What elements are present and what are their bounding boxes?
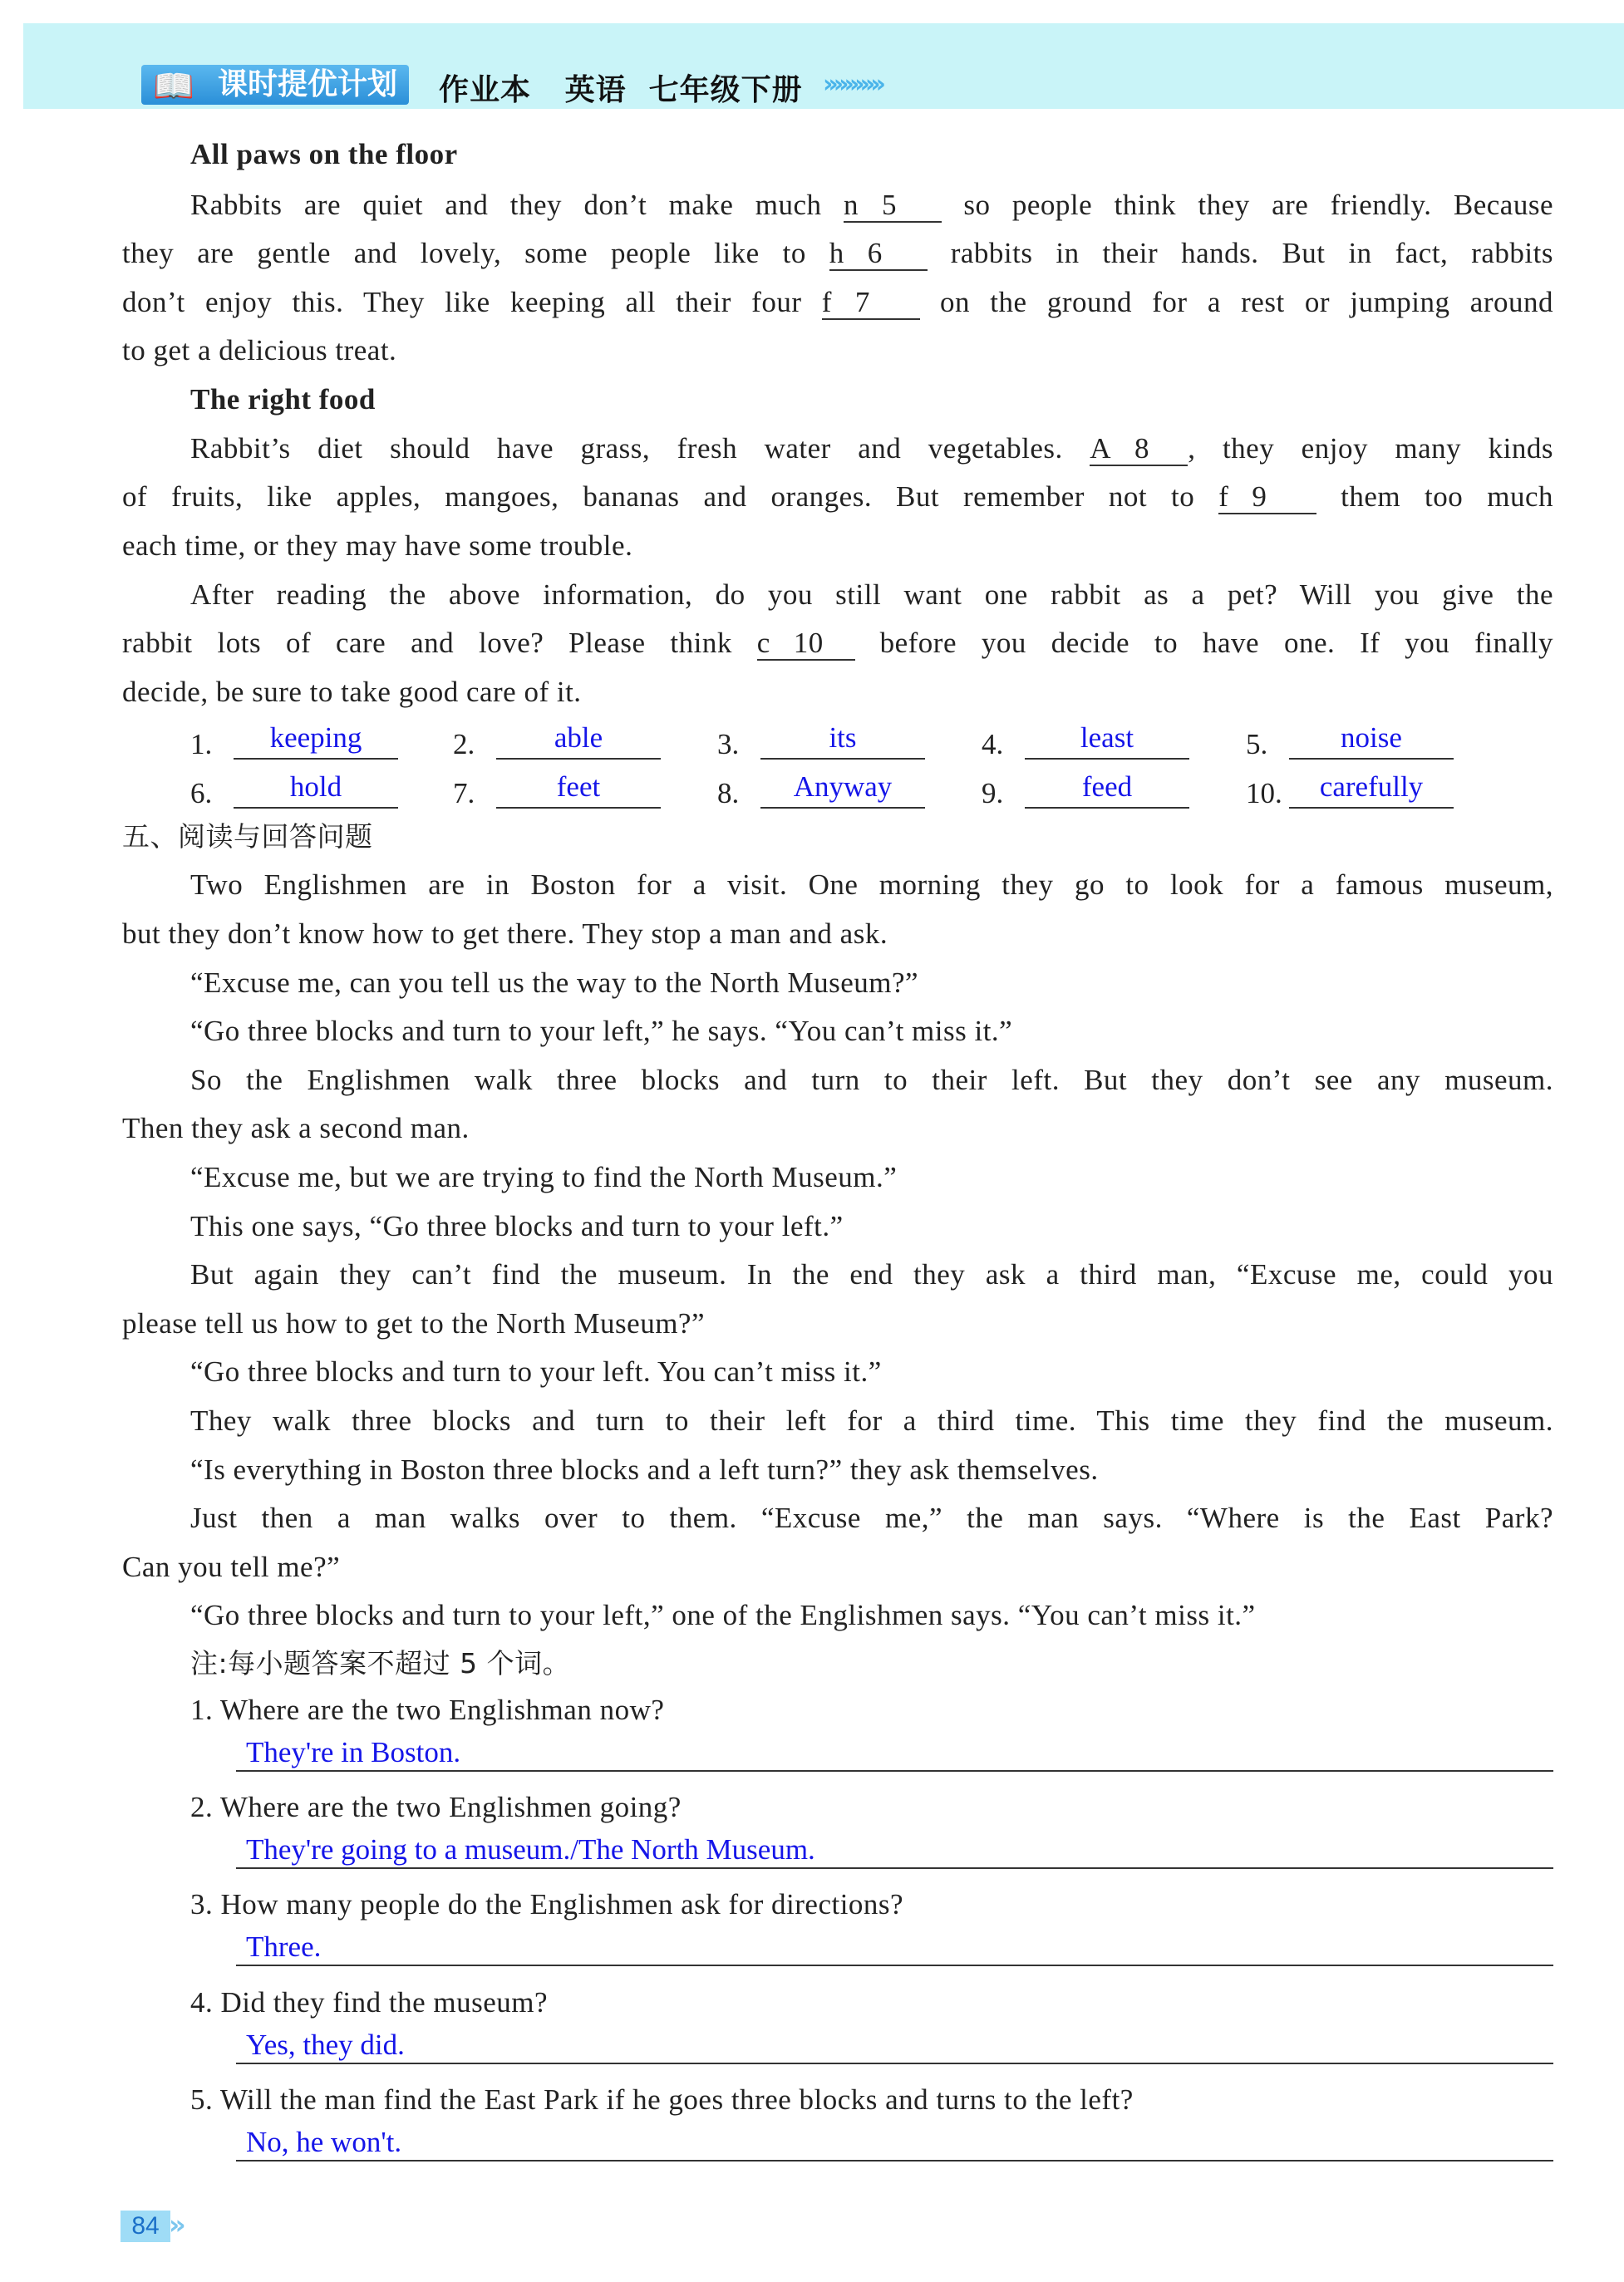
- text-segment: Rabbits are quiet and they don’t make much: [190, 188, 844, 221]
- text-segment: each time, or they may have some trouble.: [122, 529, 633, 562]
- page-number: 84: [121, 2211, 170, 2242]
- answer-field[interactable]: feed: [1025, 770, 1189, 809]
- story-line: They walk three blocks and turn to their left for a third time. This time they find the museum.: [190, 1404, 1553, 1438]
- blank-number: 5: [881, 188, 897, 221]
- answer-number: 7.: [453, 777, 475, 809]
- series-logo: [141, 65, 409, 105]
- answer-line[interactable]: They're going to a museum./The North Museum.: [236, 1831, 1553, 1869]
- text-segment: All paws on the floor: [190, 138, 458, 171]
- book-icon: 📖: [153, 67, 194, 106]
- text-segment: them too much: [1316, 480, 1553, 514]
- text-segment: Rabbit’s diet should have grass, fresh water and vegetables.: [190, 431, 1090, 465]
- answer-field[interactable]: its: [760, 721, 925, 760]
- story-line: But again they can’t find the museum. In the end they ask a third man, “Excuse me, could you: [190, 1258, 1553, 1291]
- question-item: [190, 1791, 1553, 1874]
- blank-field[interactable]: [1090, 433, 1188, 466]
- blank-field[interactable]: [844, 189, 942, 223]
- story-line: Can you tell me?”: [122, 1550, 341, 1583]
- blank-letter: A: [1090, 431, 1111, 465]
- answer-field[interactable]: able: [496, 721, 661, 760]
- question-item: [190, 1694, 1553, 1777]
- passage-line: [190, 430, 1553, 467]
- text-segment: decide, be sure to take good care of it.: [122, 675, 582, 708]
- logo-text: 课时提优计划: [218, 67, 398, 101]
- blank-number: 9: [1252, 480, 1267, 514]
- story-line: So the Englishmen walk three blocks and turn to their left. But they don’t see any museum.: [190, 1063, 1553, 1096]
- book-title: 作业本 英语 七年级下册: [439, 73, 803, 107]
- passage-line: [122, 235, 1553, 272]
- note: 注:每小题答案不超过 5 个词。: [190, 1647, 571, 1680]
- answer-field[interactable]: Anyway: [760, 770, 925, 809]
- story-line: but they don’t know how to get there. They stop a man and ask.: [122, 917, 888, 950]
- blank-field[interactable]: [1218, 481, 1316, 514]
- answer-number: 9.: [982, 777, 1004, 809]
- passage-line: [190, 577, 1553, 613]
- answer-number: 1.: [190, 728, 213, 760]
- blank-number: 6: [867, 237, 883, 270]
- story-line: “Is everything in Boston three blocks and a left turn?” they ask themselves.: [190, 1453, 1099, 1486]
- answer-number: 3.: [717, 728, 740, 760]
- question-text: 1. Where are the two Englishman now?: [190, 1693, 665, 1726]
- text-segment: don’t enjoy this. They like keeping all their four: [122, 285, 822, 318]
- blank-number: 8: [1134, 431, 1149, 465]
- answer-number: 6.: [190, 777, 213, 809]
- story-line: “Excuse me, but we are trying to find the North Museum.”: [190, 1161, 898, 1194]
- passage-line: [190, 187, 1553, 224]
- question-text: 4. Did they find the museum?: [190, 1985, 549, 2019]
- answer-field[interactable]: hold: [234, 770, 398, 809]
- chevron-icon: »: [169, 2209, 180, 2240]
- answer-number: 10.: [1246, 777, 1282, 809]
- blank-number: 7: [854, 285, 870, 318]
- text-segment: on the ground for a rest or jumping around: [919, 285, 1553, 318]
- answer-line[interactable]: They're in Boston.: [236, 1734, 1553, 1772]
- question-item: [190, 2083, 1553, 2166]
- story-line: “Go three blocks and turn to your left,” he says. “You can’t miss it.”: [190, 1015, 1013, 1048]
- text-segment: rabbits in their hands. But in fact, rabbits: [927, 237, 1553, 270]
- section-title: 五、阅读与回答问题: [122, 820, 373, 853]
- subheading: [190, 381, 376, 418]
- blank-field[interactable]: [829, 238, 928, 271]
- answer-field[interactable]: least: [1025, 721, 1189, 760]
- blank-letter: n: [843, 188, 859, 221]
- question-text: 5. Will the man find the East Park if he goes three blocks and turns to the left?: [190, 2083, 1134, 2116]
- answer-field[interactable]: keeping: [234, 721, 398, 760]
- question-item: [190, 1986, 1553, 2069]
- story-line: “Go three blocks and turn to your left,” one of the Englishmen says. “You can’t miss it.”: [190, 1599, 1256, 1632]
- passage-line: [122, 674, 582, 711]
- story-line: Just then a man walks over to them. “Excuse me,” the man says. “Where is the East Park?: [190, 1502, 1553, 1535]
- text-segment: The right food: [190, 383, 376, 416]
- text-segment: they are gentle and lovely, some people like to: [122, 237, 829, 270]
- blank-field[interactable]: [822, 287, 920, 320]
- text-segment: After reading the above information, do you still want one rabbit as a pet? Will you give the: [190, 578, 1553, 611]
- passage-line: [122, 284, 1553, 321]
- answer-line[interactable]: Three.: [236, 1928, 1553, 1966]
- blank-letter: h: [829, 237, 844, 270]
- passage-line: [122, 625, 1553, 661]
- story-line: “Excuse me, can you tell us the way to the North Museum?”: [190, 966, 919, 999]
- text-segment: before you decide to have one. If you finally: [854, 627, 1554, 660]
- question-item: [190, 1888, 1553, 1971]
- text-segment: , they enjoy many kinds: [1188, 431, 1553, 465]
- passage-line: [122, 528, 632, 564]
- passage-line: [122, 332, 396, 369]
- blank-letter: f: [1218, 480, 1229, 514]
- answer-number: 2.: [453, 728, 475, 760]
- answer-field[interactable]: feet: [496, 770, 661, 809]
- subheading: [190, 136, 458, 173]
- question-text: 3. How many people do the Englishmen ask for directions?: [190, 1888, 904, 1921]
- text-segment: rabbit lots of care and love? Please think: [122, 627, 757, 660]
- answer-number: 4.: [982, 728, 1004, 760]
- blank-letter: c: [756, 627, 770, 660]
- answer-line[interactable]: No, he won't.: [236, 2123, 1553, 2162]
- answer-number: 8.: [717, 777, 740, 809]
- story-line: Then they ask a second man.: [122, 1112, 470, 1145]
- question-text: 2. Where are the two Englishmen going?: [190, 1791, 682, 1824]
- text-segment: so people think they are friendly. Because: [941, 188, 1553, 221]
- story-line: This one says, “Go three blocks and turn to your left.”: [190, 1209, 844, 1242]
- chevron-decoration-icon: ›››››››››››: [823, 70, 881, 99]
- answer-field[interactable]: carefully: [1289, 770, 1454, 809]
- blank-letter: f: [821, 285, 832, 318]
- blank-field[interactable]: [757, 627, 855, 661]
- text-segment: to get a delicious treat.: [122, 334, 397, 367]
- story-line: Two Englishmen are in Boston for a visit. One morning they go to look for a famous museum,: [190, 868, 1553, 902]
- text-segment: of fruits, like apples, mangoes, bananas and oranges. But remember not to: [122, 480, 1219, 514]
- answer-field[interactable]: noise: [1289, 721, 1454, 760]
- story-line: “Go three blocks and turn to your left. You can’t miss it.”: [190, 1355, 882, 1389]
- answer-line[interactable]: Yes, they did.: [236, 2026, 1553, 2064]
- passage-line: [122, 479, 1553, 515]
- blank-number: 10: [793, 627, 824, 660]
- story-line: please tell us how to get to the North Museum?”: [122, 1306, 705, 1340]
- answer-number: 5.: [1246, 728, 1268, 760]
